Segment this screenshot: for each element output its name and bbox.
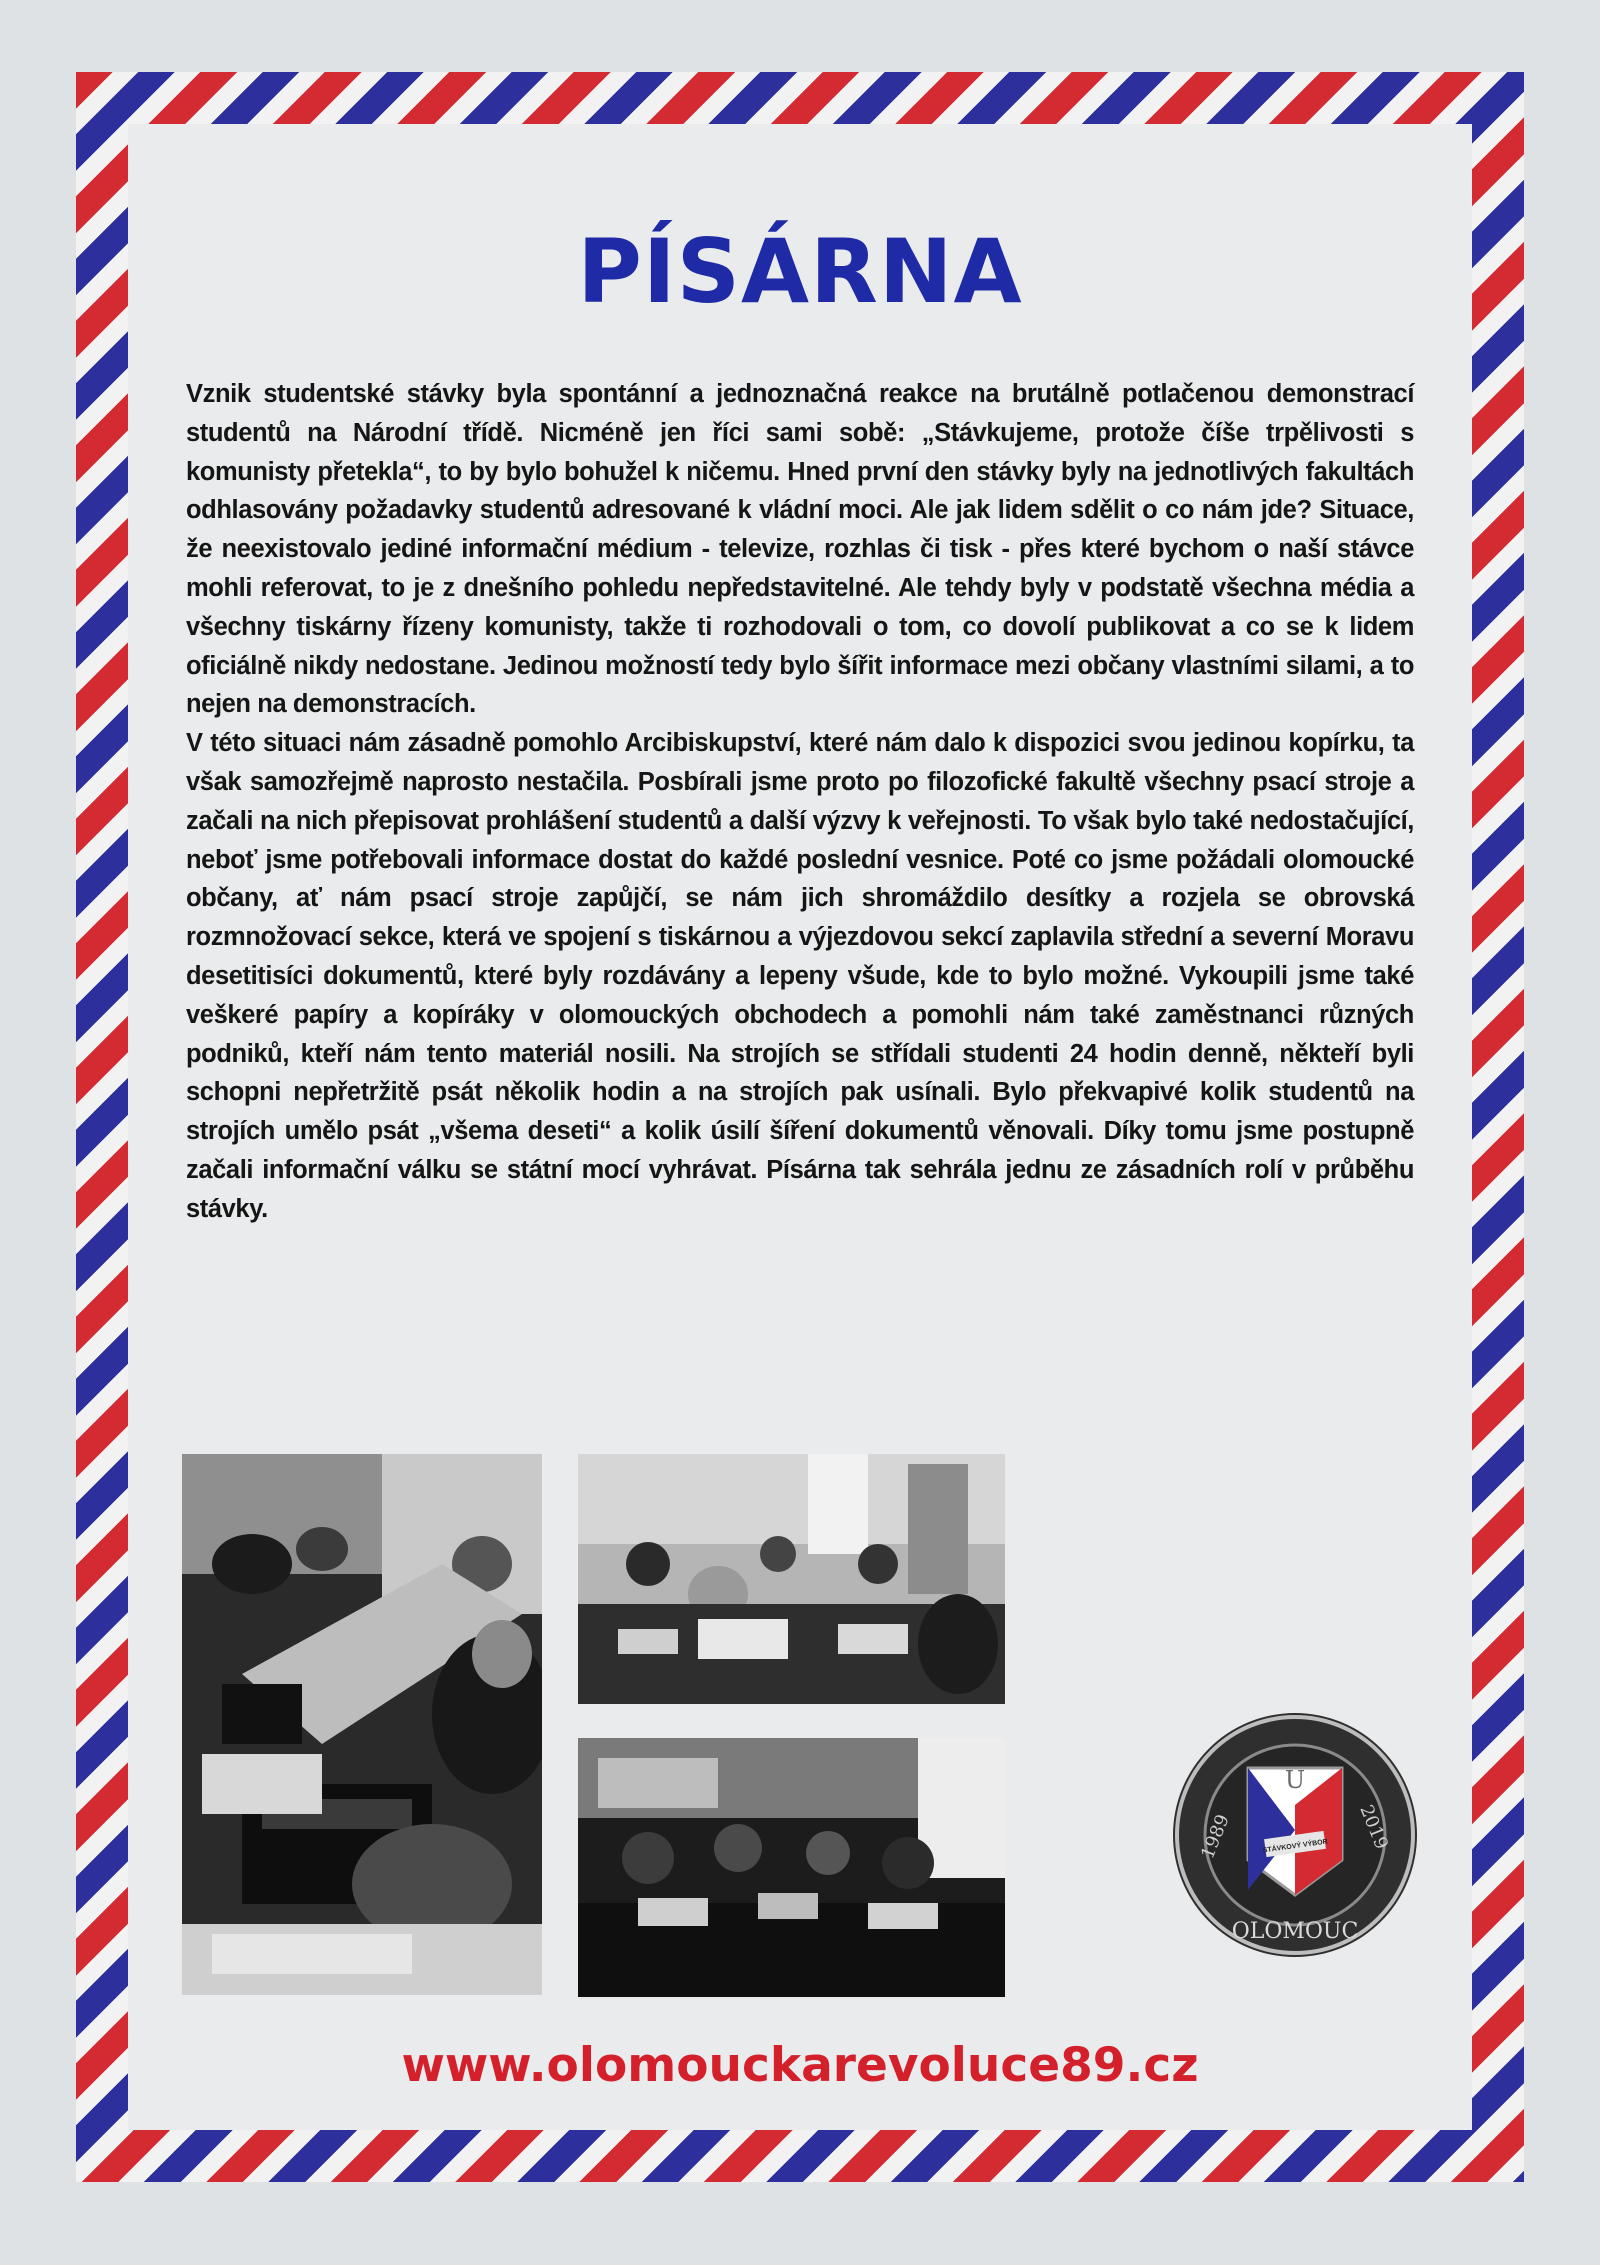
article-paragraph-2: V této situaci nám zásadně pomohlo Arcibiskupství, které nám dalo k dispozici svou jedinou kopírku, ta však samozřejmě naprosto nestačila. Posbírali jsme proto po filozofické fakultě všechny psací stroje a začali na nich přepisovat prohlášení studentů a další výzvy k veřejnosti. To však bylo také nedostačující, neboť jsme potřebovali informace dostat do každé poslední vesnice. Poté co jsme požádali olomoucké občany, ať nám psací stroje zapůjčí, se nám jich shromáždilo desítky a rozjela se obrovská rozmnožovací sekce, která ve spojení s tiskárnou a výjezdovou sekcí zaplavila střední a severní Moravu desetitisíci dokumentů, které byly rozdávány a lepeny všude, kde to bylo možné. Vykoupili jsme také veškeré papíry a kopíráky v olomouckých obchodech a pomohli nám také zaměstnanci různých podniků, kteří nám tento materiál nosili. Na strojích se střídali studenti 24 hodin denně, někteří byli schopni nepřetržitě psát několik hodin a na strojích pak usínali. Bylo překvapivé kolik studentů na strojích umělo psát „všema deseti“ a kolik úsilí šíření dokumentů věnovali. Díky tomu jsme postupně začali informační válku se státní mocí vyhrávat. Písárna tak sehrála jednu ze zásadních rolí v průběhu stávky. — [186, 729, 1414, 1223]
seal-year-left: 1989 — [1197, 1811, 1234, 1862]
typists-at-desks-photo — [578, 1738, 1005, 1997]
typing-students-photo — [182, 1454, 542, 1995]
article-paragraph-1: Vznik studentské stávky byla spontánní a jednoznačná reakce na brutálně potlačenou demonstrací studentů na Národní třídě. Nicméně jen říci sami sobě: „Stávkujeme, protože číše trpělivosti s komunisty přetekla“, to by bylo bohužel k ničemu. Hned první den stávky byly na jednotlivých fakultách odhlasovány požadavky studentů adresované k vládní moci. Ale jak lidem sdělit o co nám jde? Situace, že neexistovalo jediné informační médium - televize, rozhlas či tisk - přes které bychom o naší stávce mohli referovat, to je z dnešního pohledu nepředstavitelné. Ale tehdy byly v podstatě všechna média a všechny tiskárny řízeny komunisty, takže ti rozhodovali o tom, co dovolí publikovat a co se k lidem oficiálně nikdy nedostane. Jedinou možností tedy bylo šířit informace mezi občany vlastními silami, a to nejen na demonstracích. — [186, 380, 1414, 719]
seal-sticker-text: STÁVKOVÝ VÝBOR — [1262, 1838, 1329, 1855]
poster-title: PÍSÁRNA — [577, 220, 1023, 323]
strike-committee-seal — [1170, 1710, 1420, 1960]
seal-city: OLOMOUC — [1231, 1919, 1359, 1944]
typing-room-photo — [578, 1454, 1005, 1704]
svg-text:U: U — [1284, 1766, 1306, 1794]
seal-year-right: 2019 — [1355, 1802, 1392, 1853]
website-link[interactable]: www.olomouckarevoluce89.cz — [401, 2038, 1199, 2093]
article-body — [186, 375, 1414, 1229]
